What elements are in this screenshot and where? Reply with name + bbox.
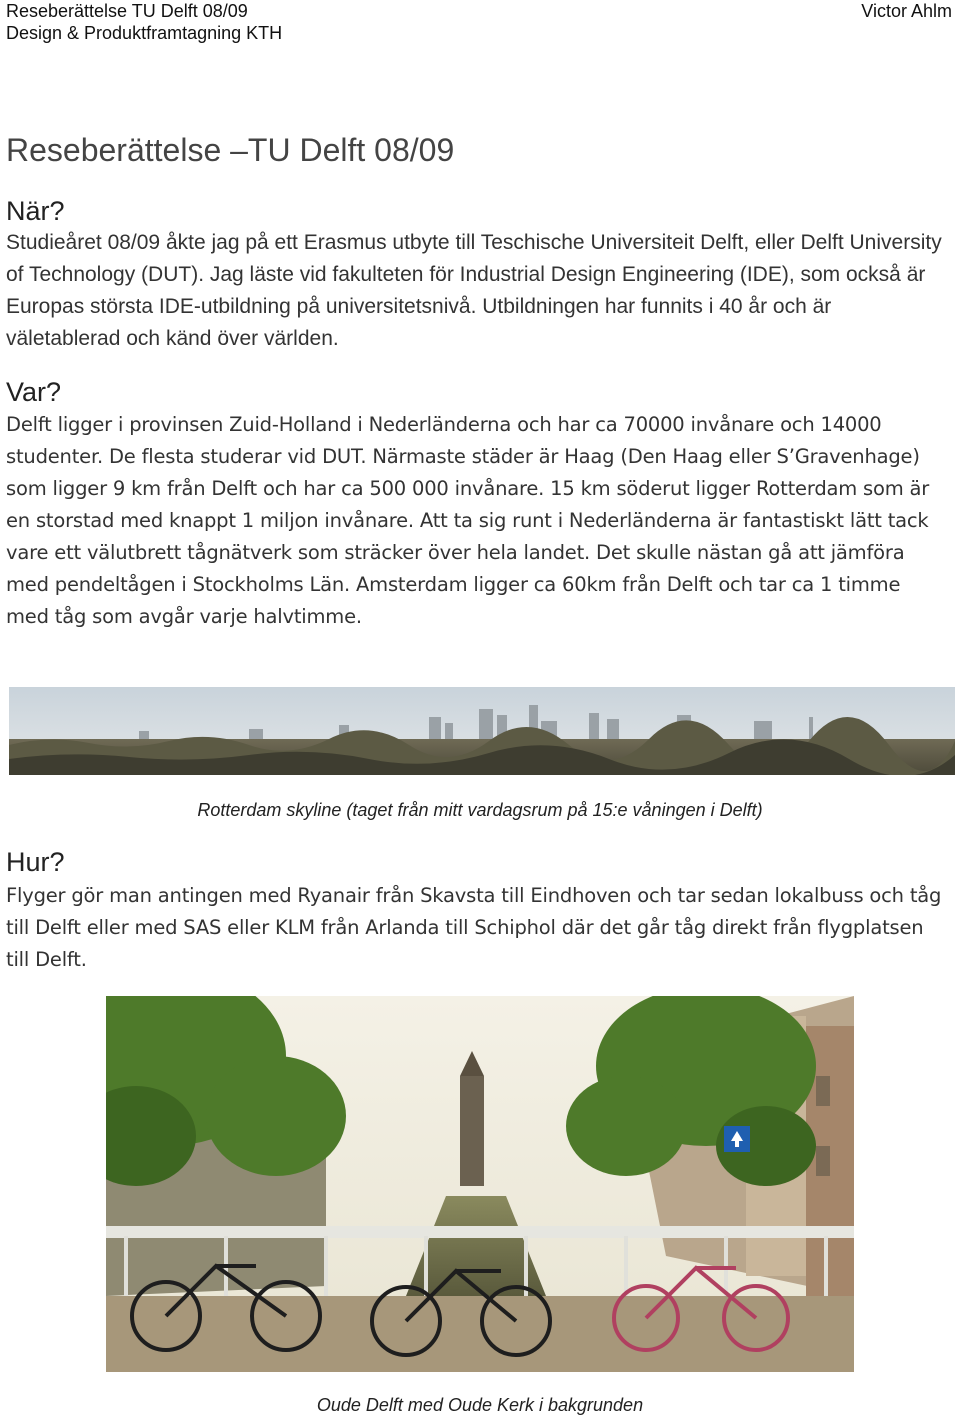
header-subtitle: Design & Produktframtagning KTH <box>6 23 283 43</box>
section-heading-nar: När? <box>6 196 65 226</box>
section-text-hur: Flyger gör man antingen med Ryanair från Skavsta till Eindhoven och tar sedan lokalbuss och tåg till Delft eller med SAS eller KLM från Arlanda till Schiphol där det går tåg direkt från flygplatsen till Delft. <box>6 884 942 971</box>
running-header-left <box>6 0 282 44</box>
section-text-nar: Studieåret 08/09 åkte jag på ett Erasmus utbyte till Teschische Universiteit Delft, eller Delft University of Technology (DUT). Jag läste vid fakulteten för Industrial Design Engineering (IDE), som också är Europas största IDE-utbildning på universitetsnivå. Utbildningen har funnits i 40 år och är väletablerad och känd över världen. <box>6 231 942 350</box>
figure-caption-skyline: Rotterdam skyline (taget från mitt vardagsrum på 15:e våningen i Delft) <box>197 800 763 820</box>
oude-delft-photo <box>106 996 854 1372</box>
header-author: Victor Ahlm <box>861 1 952 21</box>
section-text-var: Delft ligger i provinsen Zuid-Holland i Nederländerna och har ca 70000 invånare och 14000 studenter. De flesta studerar vid DUT. Närmaste städer är Haag (Den Haag eller S’Gravenhage) som ligger 9 km från Delft och har ca 500 000 invånare. 15 km söderut ligger Rotterdam som är en storstad med knappt 1 miljon invånare. Att ta sig runt i Nederländerna är fantastiskt lätt tack vare ett välutbrett tågnätverk som sträcker över hela landet. Det skulle nästan gå att jämföra med pendeltågen i Stockholms Län. Amsterdam ligger ca 60km från Delft och tar ca 1 timme med tåg som avgår varje halvtimme. <box>6 413 930 628</box>
figure-caption-oude-delft: Oude Delft med Oude Kerk i bakgrunden <box>316 1395 644 1415</box>
header-title: Reseberättelse TU Delft 08/09 <box>6 1 248 21</box>
section-heading-hur: Hur? <box>6 847 65 877</box>
rotterdam-skyline-photo <box>9 687 955 775</box>
document-title: Reseberättelse –TU Delft 08/09 <box>6 132 455 168</box>
section-heading-var: Var? <box>6 377 62 407</box>
